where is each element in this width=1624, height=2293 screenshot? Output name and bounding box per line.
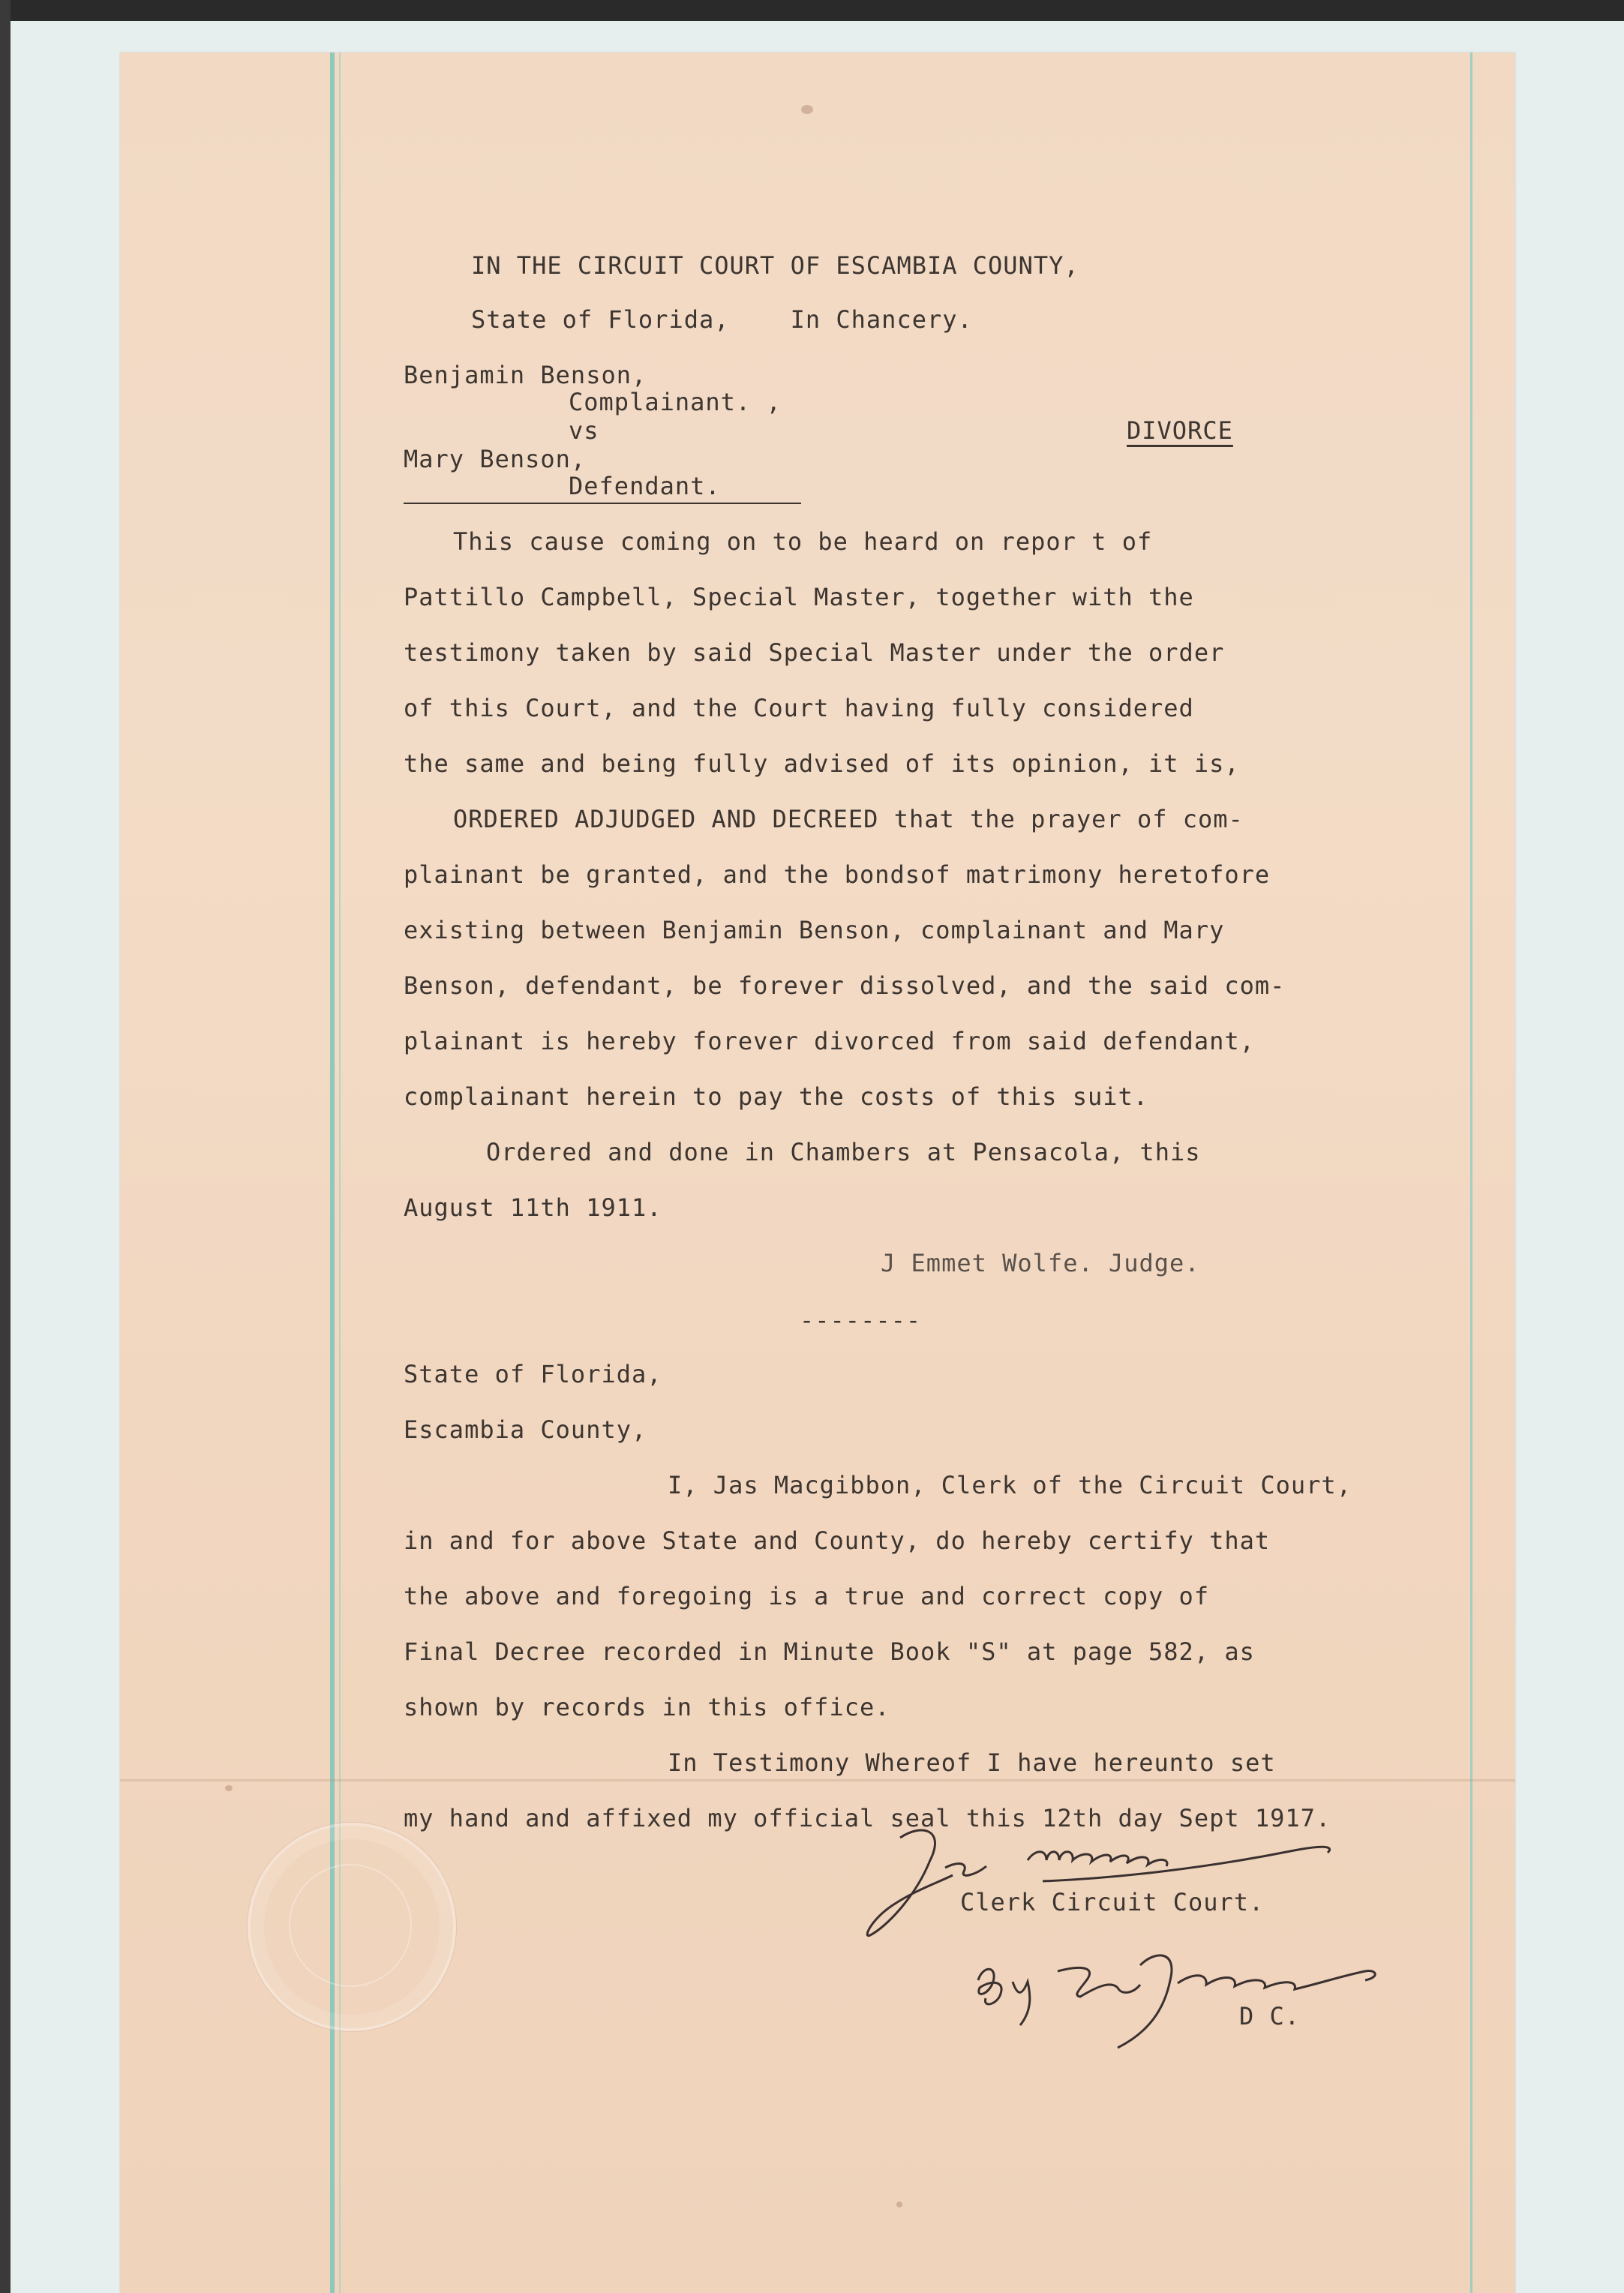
- body-line: plainant be granted, and the bondsof matrimony heretofore: [404, 860, 1271, 889]
- complainant-name: Benjamin Benson,: [404, 361, 647, 389]
- paper-blemish: [896, 2201, 902, 2207]
- section-separator: --------: [800, 1306, 922, 1334]
- paper-blemish: [225, 1785, 233, 1791]
- body-line: This cause coming on to be heard on repor t of: [453, 527, 1153, 556]
- clerk-title: Clerk Circuit Court.: [960, 1888, 1265, 1916]
- complainant-label: Complainant. ,: [569, 388, 782, 416]
- case-type: DIVORCE: [1127, 416, 1233, 445]
- scanner-frame-left: [0, 0, 11, 2293]
- cert-line: I, Jas Macgibbon, Clerk of the Circuit Court,: [668, 1471, 1352, 1499]
- body-line: complainant herein to pay the costs of this suit.: [404, 1082, 1149, 1111]
- body-line: plainant is hereby forever divorced from said defendant,: [404, 1027, 1255, 1055]
- cert-line: my hand and affixed my official seal this 12th day Sept 1917.: [404, 1804, 1331, 1832]
- body-line: Pattillo Campbell, Special Master, together with the: [404, 583, 1194, 611]
- body-line: Benson, defendant, be forever dissolved, and the said com-: [404, 971, 1286, 1000]
- body-line: ORDERED ADJUDGED AND DECREED that the prayer of com-: [453, 805, 1244, 833]
- court-heading: IN THE CIRCUIT COURT OF ESCAMBIA COUNTY,: [471, 251, 1079, 280]
- scanner-frame-top: [0, 0, 1624, 21]
- cert-line: the above and foregoing is a true and correct copy of: [404, 1582, 1210, 1610]
- cert-state: State of Florida,: [404, 1360, 662, 1388]
- body-line: existing between Benjamin Benson, complainant and Mary: [404, 916, 1225, 944]
- body-line: testimony taken by said Special Master under the order: [404, 638, 1225, 667]
- judge-signature-line: J Emmet Wolfe. Judge.: [881, 1249, 1200, 1277]
- embossed-seal-inner: [289, 1864, 412, 1987]
- body-line: the same and being fully advised of its opinion, it is,: [404, 749, 1240, 778]
- deputy-handwritten-signature: [968, 1935, 1388, 2048]
- paper-fold-line: [120, 1779, 1515, 1781]
- cert-line: Final Decree recorded in Minute Book "S" at page 582, as: [404, 1637, 1255, 1666]
- court-jurisdiction: State of Florida, In Chancery.: [471, 305, 973, 334]
- defendant-name: Mary Benson,: [404, 445, 587, 473]
- cert-line: in and for above State and County, do hereby certify that: [404, 1526, 1271, 1555]
- paper-blemish: [801, 105, 813, 114]
- right-margin-rule: [1470, 53, 1472, 2293]
- cert-line: shown by records in this office.: [404, 1693, 890, 1721]
- clerk-handwritten-signature: [855, 1815, 1365, 1950]
- body-line: August 11th 1911.: [404, 1193, 662, 1222]
- body-line: Ordered and done in Chambers at Pensacola, this: [486, 1138, 1201, 1166]
- cert-line: In Testimony Whereof I have hereunto set: [668, 1748, 1276, 1777]
- caption-rule: [404, 503, 801, 504]
- versus-label: vs: [569, 416, 599, 445]
- deputy-title: D C.: [1239, 2002, 1301, 2030]
- body-line: of this Court, and the Court having fully considered: [404, 694, 1194, 722]
- defendant-label: Defendant.: [569, 472, 721, 500]
- cert-county: Escambia County,: [404, 1415, 647, 1444]
